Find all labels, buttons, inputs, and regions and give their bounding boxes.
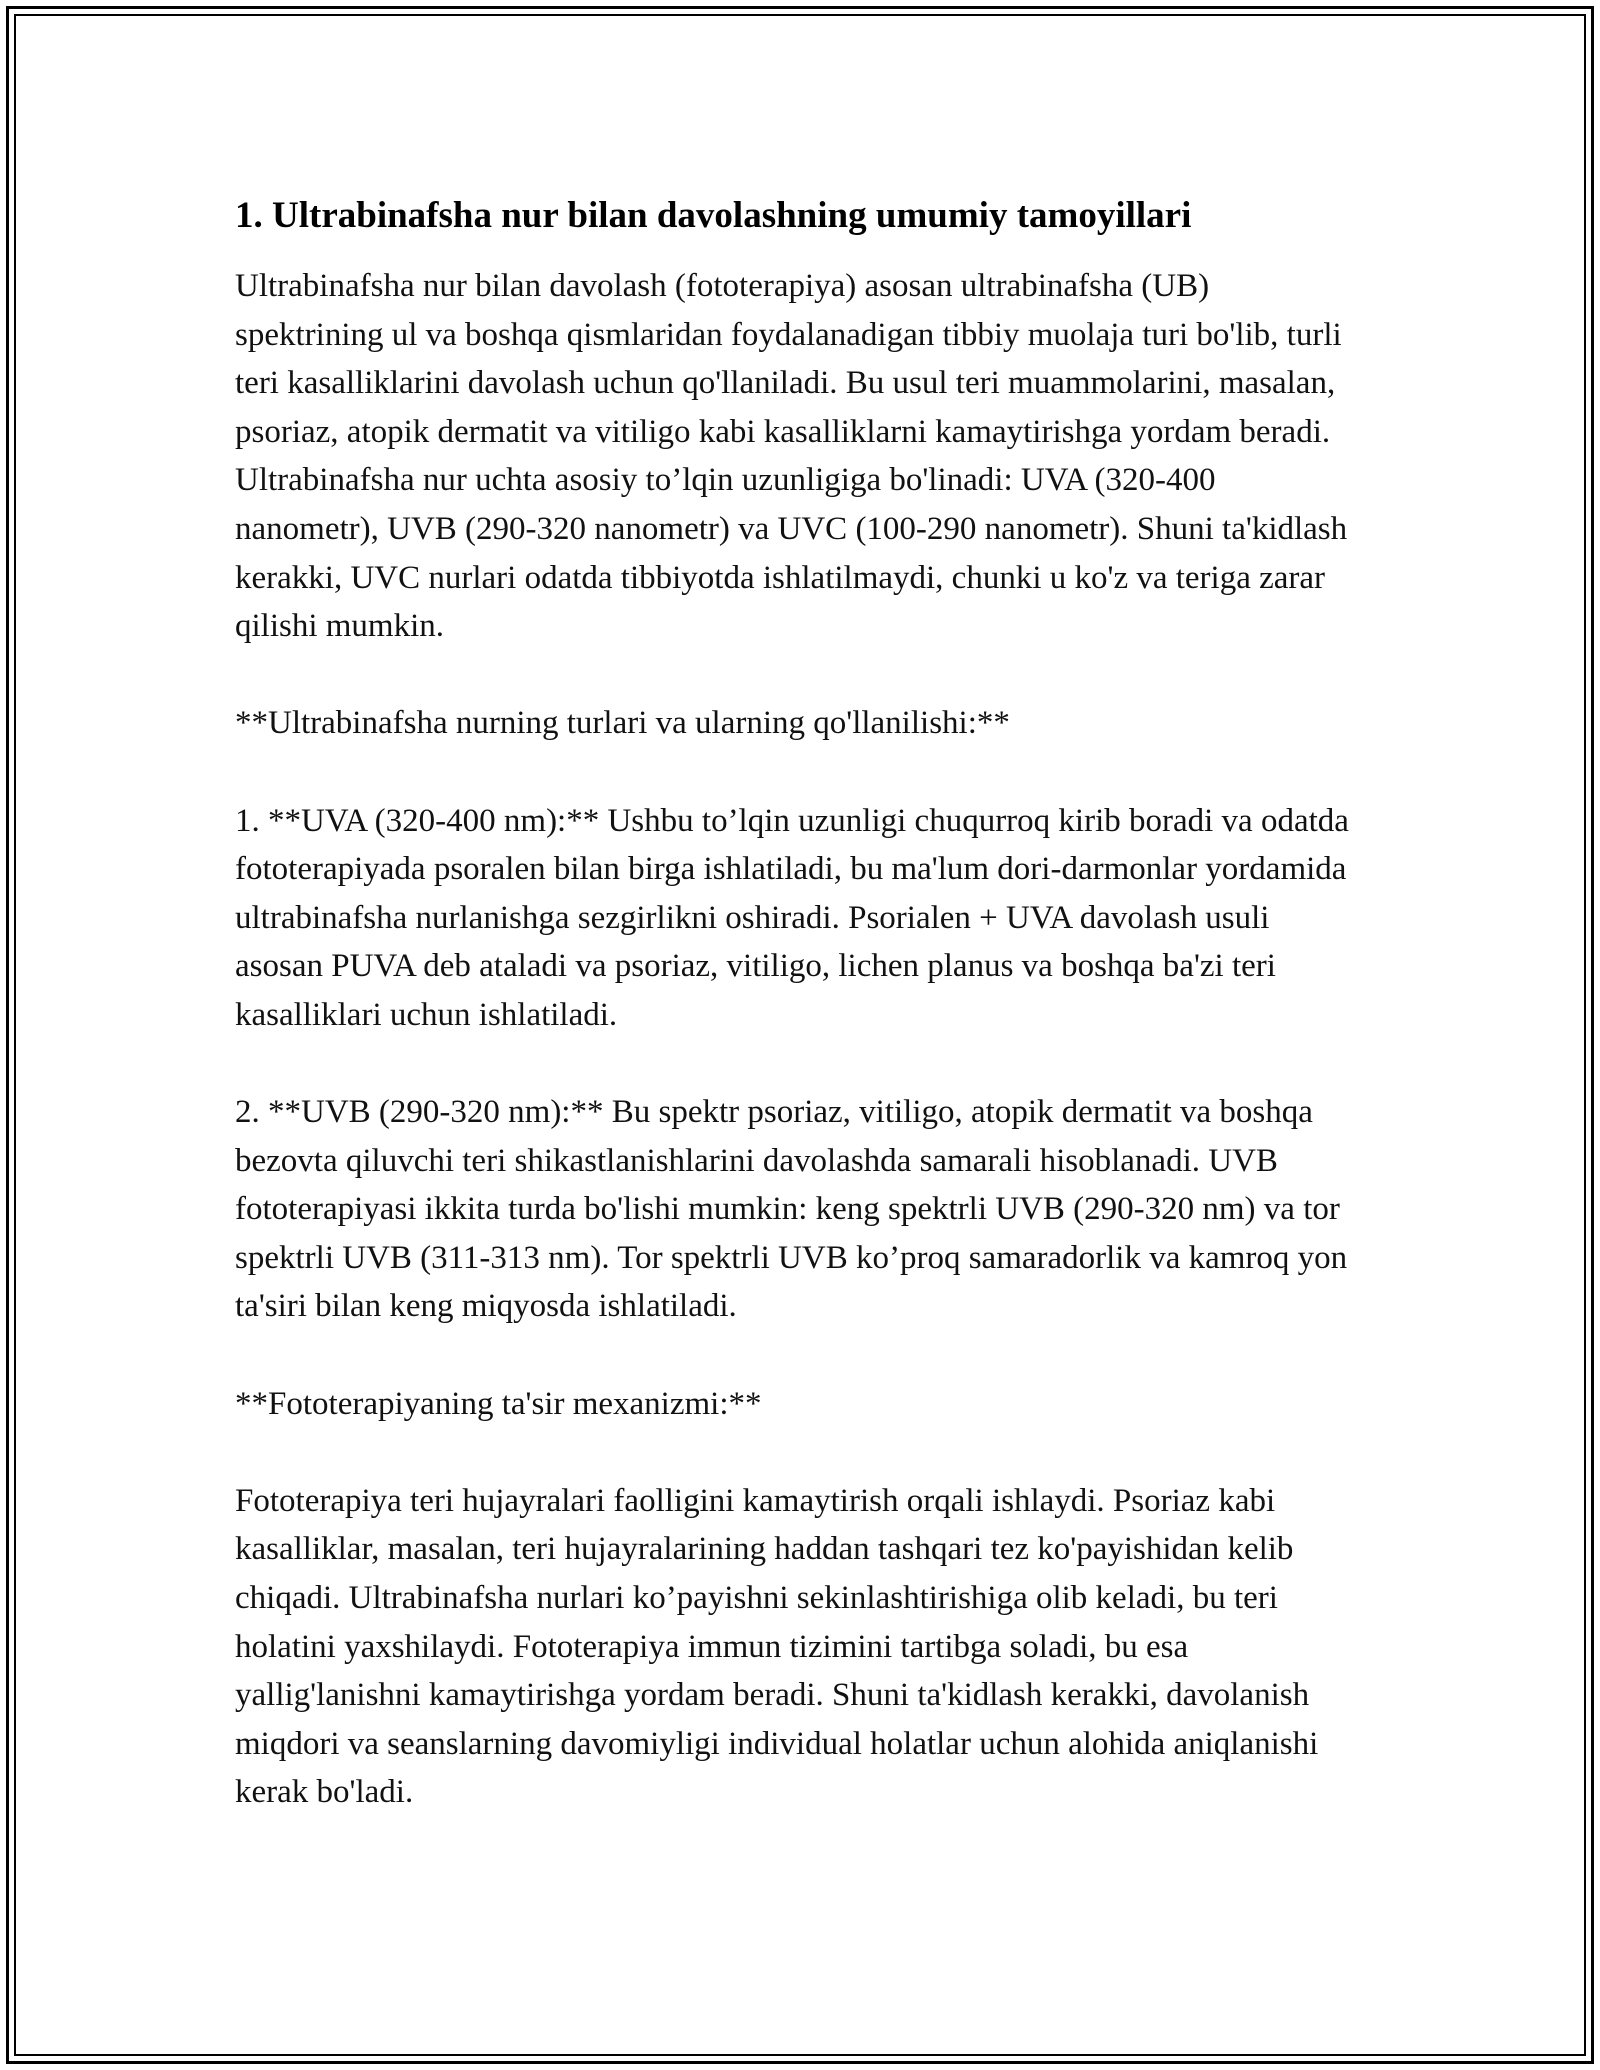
uva-paragraph: 1. **UVA (320-400 nm):** Ushbu to’lqin uzunligi chuqurroq kirib boradi va odatda fototerapiyada psoralen bilan birga ishlatiladi, bu ma'lum dori-darmonlar yordamida ultrabinafsha nurlanishga sezgirlikni oshiradi. Psorialen + UVA davolash usuli asosan PUVA deb ataladi va psoriaz, vitiligo, lichen planus va boshqa ba'zi teri kasalliklari uchun ishlatiladi. — [235, 802, 1349, 1033]
paragraph-spacer — [235, 1428, 1360, 1477]
paragraph-spacer — [235, 651, 1360, 700]
uvb-paragraph: 2. **UVB (290-320 nm):** Bu spektr psoriaz, vitiligo, atopik dermatit va boshqa bezovta qiluvchi teri shikastlanishlarini davolashda samarali hisoblanadi. UVB fototerapiyasi ikkita turda bo'lishi mumkin: keng spektrli UVB (290-320 nm) va tor spektrli UVB (311-313 nm). Tor spektrli UVB ko’proq samaradorlik va kamroq yon ta'siri bilan keng miqyosda ishlatiladi. — [235, 1094, 1348, 1325]
intro-paragraph: Ultrabinafsha nur bilan davolash (fototerapiya) asosan ultrabinafsha (UB) spektrining ul va boshqa qismlaridan foydalanadigan tibbiy muolaja turi bo'lib, turli teri kasalliklarini davolash uchun qo'llaniladi. Bu usul teri muammolarini, masalan, psoriaz, atopik dermatit va vitiligo kabi kasalliklarni kamaytirishga yordam beradi. Ultrabinafsha nur uchta asosiy to’lqin uzunligiga bo'linadi: UVA (320-400 nanometr), UVB (290-320 nanometr) va UVC (100-290 nanometr). Shuni ta'kidlash kerakki, UVC nurlari odatda tibbiyotda ishlatilmaydi, chunki u ko'z va teriga zarar qilishi mumkin. — [235, 268, 1348, 645]
uv-types-subheading: **Ultrabinafsha nurning turlari va ularning qo'llanilishi:** — [235, 705, 1010, 742]
section-heading: 1. Ultrabinafsha nur bilan davolashning umumiy tamoyillari — [235, 195, 1192, 236]
mechanism-paragraph: Fototerapiya teri hujayralari faolligini kamaytirish orqali ishlaydi. Psoriaz kabi kasalliklar, masalan, teri hujayralarining haddan tashqari tez ko'payishidan kelib chiqadi. Ultrabinafsha nurlari ko’payishni sekinlashtirishiga olib keladi, bu teri holatini yaxshilaydi. Fototerapiya immun tizimini tartibga soladi, bu esa yallig'lanishni kamaytirishga yordam beradi. Shuni ta'kidlash kerakki, davolanish miqdori va seanslarning davomiyligi individual holatlar uchun alohida aniqlanishi kerak bo'ladi. — [235, 1482, 1319, 1811]
paragraph-spacer — [235, 1331, 1360, 1380]
mechanism-subheading: **Fototerapiyaning ta'sir mexanizmi:** — [235, 1385, 762, 1422]
paragraph-spacer — [235, 748, 1360, 797]
paragraph-spacer — [235, 1040, 1360, 1089]
document-body — [235, 190, 1360, 1817]
